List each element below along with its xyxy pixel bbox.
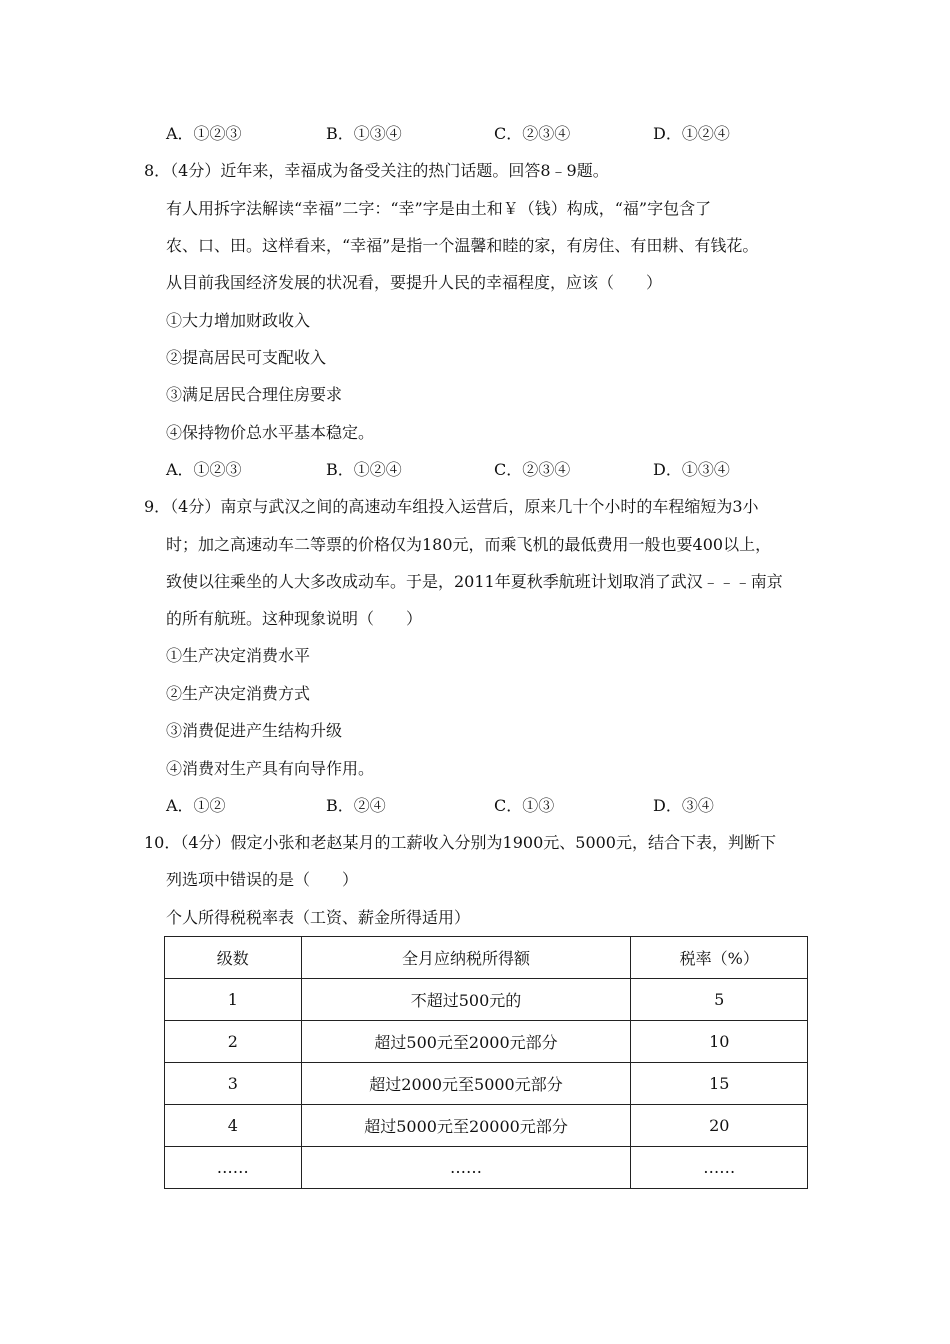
q9-stem-line: 的所有航班。这种现象说明（ ） — [166, 609, 423, 628]
table-row — [165, 1063, 808, 1105]
table-cell: …… — [165, 1147, 302, 1189]
table-cell: 超过5000元至20000元部分 — [301, 1105, 631, 1147]
table-row — [165, 1147, 808, 1189]
q8-item-3: ③满足居民合理住房要求 — [166, 385, 343, 404]
table-header-cell: 全月应纳税所得额 — [301, 937, 631, 979]
q7-option-a: A．①②③ — [166, 124, 242, 143]
q9-option-b: B．②④ — [326, 796, 386, 815]
table-cell: 不超过500元的 — [301, 979, 631, 1021]
table-row — [165, 979, 808, 1021]
q9-stem-line: 9．（4分）南京与武汉之间的高速动车组投入运营后，原来几十个小时的车程缩短为3小 — [144, 497, 759, 516]
q9-item-3: ③消费促进产生结构升级 — [166, 721, 343, 740]
q8-item-4: ④保持物价总水平基本稳定。 — [166, 423, 375, 442]
q8-passage-line: 农、口、田。这样看来，“幸福”是指一个温馨和睦的家，有房住、有田耕、有钱花。 — [166, 236, 759, 255]
tax-rate-table — [164, 936, 808, 1189]
q8-option-c: C．②③④ — [494, 460, 571, 479]
table-cell: 3 — [165, 1063, 302, 1105]
q8-passage-line: 从目前我国经济发展的状况看，要提升人民的幸福程度，应该（ ） — [166, 273, 663, 292]
table-cell: …… — [631, 1147, 808, 1189]
q9-stem-line: 时；加之高速动车二等票的价格仅为180元，而乘飞机的最低费用一般也要400以上， — [166, 535, 772, 554]
q9-option-d: D．③④ — [653, 796, 714, 815]
table-cell: 20 — [631, 1105, 808, 1147]
table-cell: 超过500元至2000元部分 — [301, 1021, 631, 1063]
q8-item-1: ①大力增加财政收入 — [166, 311, 311, 330]
q9-item-1: ①生产决定消费水平 — [166, 646, 311, 665]
table-cell: 15 — [631, 1063, 808, 1105]
q9-stem-line: 致使以往乘坐的人大多改成动车。于是，2011年夏秋季航班计划取消了武汉﹣﹣﹣南京 — [166, 572, 783, 591]
table-cell: 1 — [165, 979, 302, 1021]
q8-item-2: ②提高居民可支配收入 — [166, 348, 327, 367]
q7-option-c: C．②③④ — [494, 124, 571, 143]
table-header-cell: 级数 — [165, 937, 302, 979]
table-cell: …… — [301, 1147, 631, 1189]
q9-item-4: ④消费对生产具有向导作用。 — [166, 759, 375, 778]
table-row — [165, 1021, 808, 1063]
q8-option-d: D．①③④ — [653, 460, 730, 479]
q8-option-b: B．①②④ — [326, 460, 402, 479]
q8-passage-line: 有人用拆字法解读“幸福”二字：“幸”字是由土和￥（钱）构成，“福”字包含了 — [166, 199, 712, 218]
q10-stem-line: 列选项中错误的是（ ） — [166, 870, 359, 889]
table-cell: 4 — [165, 1105, 302, 1147]
table-cell: 10 — [631, 1021, 808, 1063]
table-cell: 5 — [631, 979, 808, 1021]
q9-option-c: C．①③ — [494, 796, 555, 815]
q7-option-d: D．①②④ — [653, 124, 730, 143]
table-cell: 超过2000元至5000元部分 — [301, 1063, 631, 1105]
table-cell: 2 — [165, 1021, 302, 1063]
q8-option-a: A．①②③ — [166, 460, 242, 479]
table-header-row — [165, 937, 808, 979]
q9-option-a: A．①② — [166, 796, 226, 815]
q7-option-b: B．①③④ — [326, 124, 402, 143]
q9-item-2: ②生产决定消费方式 — [166, 684, 311, 703]
table-header-cell: 税率（%） — [631, 937, 808, 979]
q10-stem-line: 10．（4分）假定小张和老赵某月的工薪收入分别为1900元、5000元，结合下表，判断下 — [144, 833, 776, 852]
q10-table-title: 个人所得税税率表（工资、薪金所得适用） — [166, 908, 471, 927]
table-row — [165, 1105, 808, 1147]
q8-stem: 8．（4分）近年来，幸福成为备受关注的热门话题。回答8﹣9题。 — [144, 161, 609, 180]
